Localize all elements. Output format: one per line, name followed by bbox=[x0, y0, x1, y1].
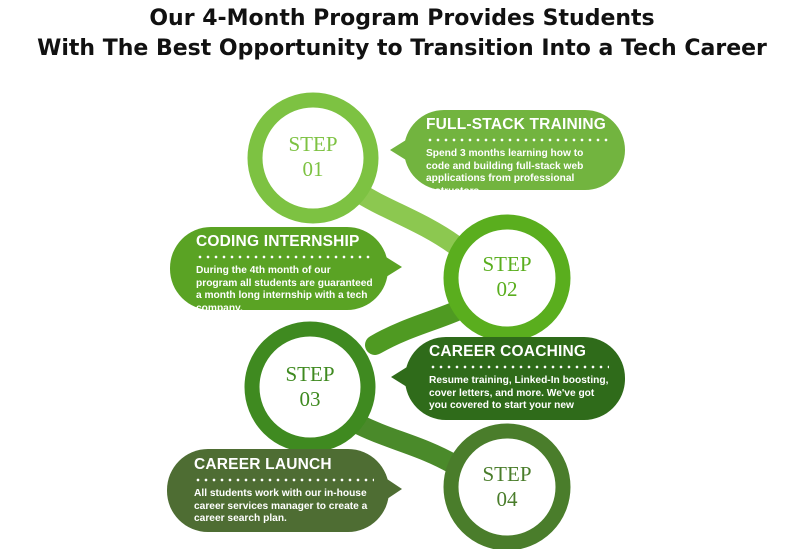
step-4-description: All students work with our in-house career services manager to create a career search plan. bbox=[194, 488, 368, 525]
step-3-label bbox=[265, 362, 355, 412]
step-2-dotted-divider bbox=[196, 255, 374, 259]
step-2-title: CODING INTERNSHIP bbox=[196, 233, 360, 250]
step-2-description: During the 4th month of our program all students are guaranteed a month long internship with a tech company. bbox=[196, 265, 373, 314]
step-1-dotted-divider bbox=[426, 138, 608, 142]
step-3-title: CAREER COACHING bbox=[429, 343, 587, 360]
step-1-word: STEP bbox=[288, 132, 338, 156]
step-1-number: 01 bbox=[302, 157, 324, 181]
step-2-callout-text bbox=[196, 233, 374, 315]
step-4-callout-text bbox=[194, 456, 374, 526]
step-1-label bbox=[268, 132, 358, 182]
step-4-word: STEP bbox=[482, 462, 532, 486]
step-3-dotted-divider bbox=[429, 365, 609, 369]
step-4-dotted-divider bbox=[194, 478, 374, 482]
title-line-1: Our 4-Month Program Provides Students bbox=[149, 6, 655, 31]
step-4-label bbox=[462, 462, 552, 512]
step-4-number: 04 bbox=[496, 487, 518, 511]
step-1-title: FULL-STACK TRAINING bbox=[426, 116, 607, 133]
step-1-description: Spend 3 months learning how to code and building full-stack web applications from professional instructors. bbox=[426, 148, 584, 197]
step-3-description: Resume training, Linked-In boosting, cover letters, and more. We've got you covered to start your new bbox=[429, 375, 609, 412]
step-3-callout-text bbox=[429, 343, 609, 413]
step-2-number: 02 bbox=[496, 277, 518, 301]
step-3-number: 03 bbox=[299, 387, 321, 411]
step-3-word: STEP bbox=[285, 362, 335, 386]
step-2-label bbox=[462, 252, 552, 302]
step-4-title: CAREER LAUNCH bbox=[194, 456, 332, 473]
step-2-word: STEP bbox=[482, 252, 532, 276]
title-line-2: With The Best Opportunity to Transition Into a Tech Career bbox=[37, 36, 767, 61]
step-1-callout-text bbox=[426, 116, 608, 198]
